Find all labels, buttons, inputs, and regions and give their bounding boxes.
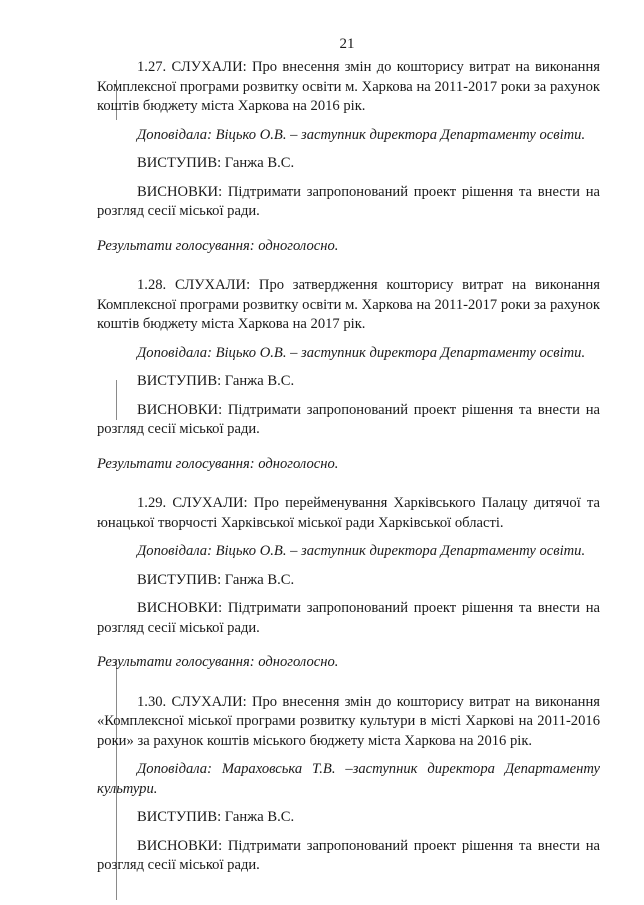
item-reporter: Доповідала: Віцько О.В. – заступник директора Департаменту освіти.: [137, 126, 586, 143]
item-vote-result: Результати голосування: одноголосно.: [97, 654, 339, 670]
item-conclusion: ВИСНОВКИ: Підтримати запропонований проект рішення та внести на розгляд сесії міської ради.: [97, 837, 600, 873]
item-speaker: ВИСТУПИВ: Ганжа В.С.: [137, 809, 295, 825]
item-speaker: ВИСТУПИВ: Ганжа В.С.: [137, 373, 295, 389]
item-conclusion: ВИСНОВКИ: Підтримати запропонований проект рішення та внести на розгляд сесії міської ради.: [97, 600, 600, 636]
item-speaker: ВИСТУПИВ: Ганжа В.С.: [137, 571, 295, 588]
item-heading: 1.28. СЛУХАЛИ: Про затвердження кошторису витрат на виконання Комплексної програми розвитку освіти м. Харкова на 2011-2017 роки за рахунок коштів бюджету міста Харкова на 2017 рік.: [97, 277, 600, 332]
item-reporter: Доповідала: Віцько О.В. – заступник директора Департаменту освіти.: [137, 344, 586, 361]
item-reporter: Доповідала: Мараховська Т.В. –заступник директора Департаменту культури.: [97, 761, 600, 797]
item-heading: 1.29. СЛУХАЛИ: Про перейменування Харківського Палацу дитячої та юнацької творчості Харківської міської ради Харківської області.: [97, 495, 600, 531]
item-vote-result: Результати голосування: одноголосно.: [97, 237, 339, 254]
item-conclusion: ВИСНОВКИ: Підтримати запропонований проект рішення та внести на розгляд сесії міської ради.: [97, 183, 600, 219]
item-heading: 1.27. СЛУХАЛИ: Про внесення змін до кошторису витрат на виконання Комплексної програми розвитку освіти м. Харкова на 2011-2017 роки за рахунок коштів бюджету міста Харкова на 2016 рік.: [97, 59, 600, 114]
item-heading: 1.30. СЛУХАЛИ: Про внесення змін до кошторису витрат на виконання «Комплексної міської програми розвитку культури в місті Харкові на 2011-2016 роки» за рахунок коштів міського бюджету міста Харкова на 2016 рік.: [97, 693, 600, 749]
item-vote-result: Результати голосування: одноголосно.: [97, 455, 339, 472]
agenda-item-1-28: [97, 276, 600, 474]
agenda-item-1-30: [97, 693, 600, 876]
item-reporter: Доповідала: Віцько О.В. – заступник директора Департаменту освіти.: [137, 543, 586, 559]
page-number: 21: [339, 36, 355, 52]
agenda-item-1-29: [97, 494, 600, 673]
item-conclusion: ВИСНОВКИ: Підтримати запропонований проект рішення та внести на розгляд сесії міської ради.: [97, 401, 600, 437]
item-speaker: ВИСТУПИВ: Ганжа В.С.: [137, 155, 295, 171]
minutes-body: [97, 58, 600, 876]
agenda-item-1-27: [97, 58, 600, 256]
